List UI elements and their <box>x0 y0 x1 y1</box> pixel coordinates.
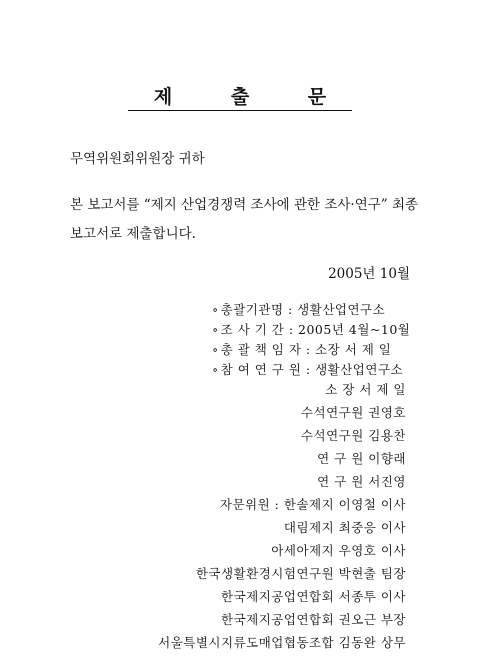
addressee: 무역위원회위원장 귀하 <box>70 151 205 167</box>
advisor-line: 한국제지공업연합회 서종투 이사 <box>221 589 406 604</box>
info-period <box>212 320 410 338</box>
advisor-line: 대림제지 최중응 이사 <box>283 520 406 535</box>
researcher-line: 연 구 원 이향래 <box>317 451 406 466</box>
info-text: 총괄기관명 : 생활산업연구소 <box>220 302 386 317</box>
advisor-line: 서울특별시지류도매업협동조합 김동완 상무 <box>158 635 406 650</box>
researcher-line: 연 구 원 서진영 <box>317 474 406 489</box>
bullet-icon: ∘ <box>212 302 219 317</box>
document-title: 제 출 문 <box>128 86 352 111</box>
info-text: 참 여 연 구 원 : 생활산업연구소 <box>220 362 404 377</box>
researcher-line: 수석연구원 김용찬 <box>300 428 406 443</box>
bullet-icon: ∘ <box>212 322 219 337</box>
body-text-line-2: 보고서로 제출합니다. <box>70 226 196 242</box>
document-title-block <box>0 82 480 109</box>
researcher-line: 소 장 서 제 일 <box>325 382 406 397</box>
info-text: 조 사 기 간 : 2005년 4월~10월 <box>220 322 411 337</box>
advisor-line: 자문위원 : 한솔제지 이영철 이사 <box>219 497 406 512</box>
body-text-line-1: 본 보고서를 “제지 산업경쟁력 조사에 관한 조사·연구” 최종 <box>70 197 419 213</box>
info-text: 총 괄 책 임 자 : 소장 서 제 일 <box>220 342 392 357</box>
info-researchers <box>212 360 403 378</box>
bullet-icon: ∘ <box>212 342 219 357</box>
submission-date: 2005년 10월 <box>328 266 410 282</box>
researcher-line: 수석연구원 권영호 <box>300 405 406 420</box>
advisor-line: 한국제지공업연합회 권오근 부장 <box>221 612 406 627</box>
info-organization <box>212 300 385 318</box>
advisor-line: 한국생활환경시험연구원 박현출 팀장 <box>195 566 406 581</box>
info-director <box>212 340 391 358</box>
advisor-line: 아세아제지 우영호 이사 <box>271 543 406 558</box>
bullet-icon: ∘ <box>212 362 219 377</box>
